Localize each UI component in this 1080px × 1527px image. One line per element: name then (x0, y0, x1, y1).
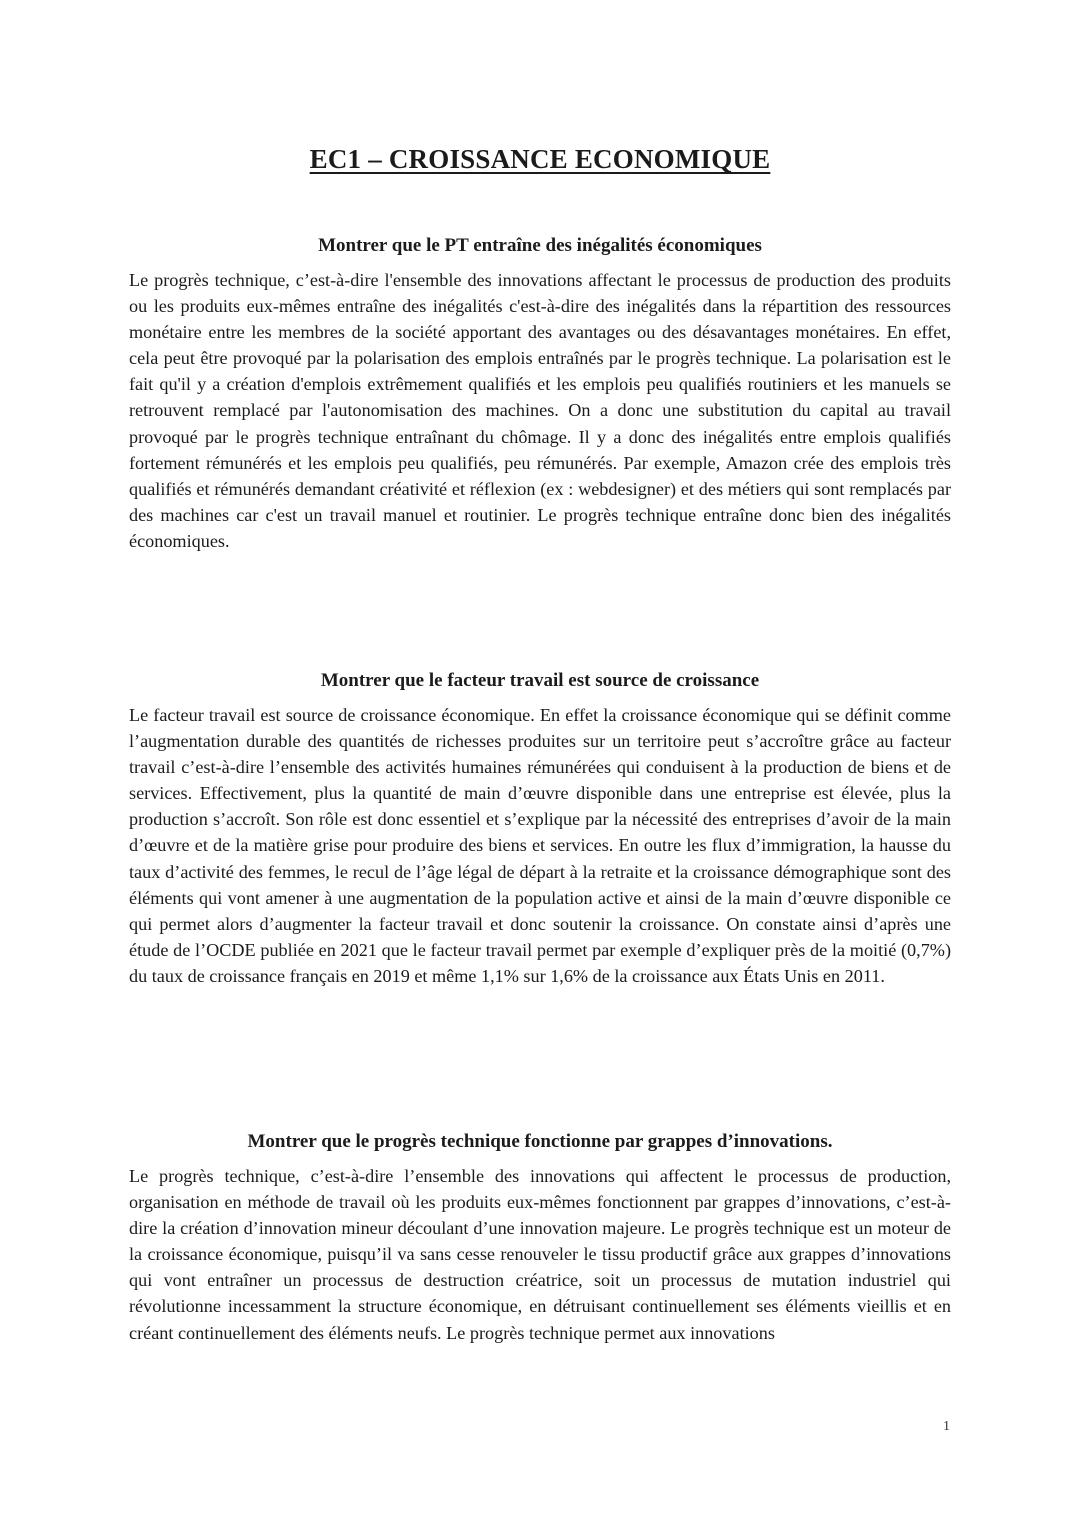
section-paragraph: Le facteur travail est source de croissance économique. En effet la croissance économique qui se définit comme l’augmentation durable des quantités de richesses produites sur un territoire peut s’accroître grâce au facteur travail c’est-à-dire l’ensemble des activités humaines rémunérées qui conduisent à la production de biens et de services. Effectivement, plus la quantité de main d’œuvre disponible dans une entreprise est élevée, plus la production s’accroît. Son rôle est donc essentiel et s’explique par la nécessité des entreprises d’avoir de la main d’œuvre et de la matière grise pour produire des biens et services. En outre les flux d’immigration, la hausse du taux d’activité des femmes, le recul de l’âge légal de départ à la retraite et la croissance démographique sont des éléments qui vont amener à une augmentation de la population active et ainsi de la main d’œuvre disponible ce qui permet alors d’augmenter la facteur travail et donc soutenir la croissance. On constate ainsi d’après une étude de l’OCDE publiée en 2021 que le facteur travail permet par exemple d’expliquer près de la moitié (0,7%) du taux de croissance français en 2019 et même 1,1% sur 1,6% de la croissance aux États Unis en 2011. (129, 705, 951, 986)
section-paragraph: Le progrès technique, c’est-à-dire l’ensemble des innovations qui affectent le processus de production, organisation en méthode de travail où les produits eux-mêmes fonctionnent par grappes d’innovations, c’est-à-dire la création d’innovation mineur découlant d’une innovation majeure. Le progrès technique est un moteur de la croissance économique, puisqu’il va sans cesse renouveler le tissu productif grâce aux grappes d’innovations qui vont entraîner un processus de destruction créatrice, soit un processus de mutation industriel qui révolutionne incessamment la structure économique, en détruisant continuellement ses éléments vieillis et en créant continuellement des éléments neufs. Le progrès technique permet aux innovations (129, 1166, 951, 1343)
page-number: 1 (943, 1419, 950, 1434)
section-paragraph: Le progrès technique, c’est-à-dire l'ensemble des innovations affectant le processus de production des produits ou les produits eux-mêmes entraîne des inégalités c'est-à-dire des inégalités dans la répartition des ressources monétaire entre les membres de la société apportant des avantages ou des désavantages monétaires. En effet, cela peut être provoqué par la polarisation des emplois entraînés par le progrès technique. La polarisation est le fait qu'il y a création d'emplois extrêmement qualifiés et les emplois peu qualifiés routiniers et les manuels se retrouvent remplacé par l'autonomisation des machines. On a donc une substitution du capital au travail provoqué par le progrès technique entraînant du chômage. Il y a donc des inégalités entre emplois qualifiés fortement rémunérés et les emplois peu qualifiés, peu rémunérés. Par exemple, Amazon crée des emplois très qualifiés et rémunérés demandant créativité et réflexion (ex : webdesigner) et des métiers qui sont remplacés par des machines car c'est un travail manuel et routinier. Le progrès technique entraîne donc bien des inégalités économiques. (129, 270, 951, 551)
section-inequalities (129, 233, 951, 554)
section-heading: Montrer que le PT entraîne des inégalités économiques (318, 235, 762, 256)
section-heading: Montrer que le facteur travail est source de croissance (320, 670, 760, 691)
section-labor-factor (129, 668, 951, 989)
section-innovation-clusters (129, 1129, 951, 1346)
document-title: EC1 – CROISSANCE ECONOMIQUE (309, 144, 771, 175)
section-heading: Montrer que le progrès technique fonctionne par grappes d’innovations. (247, 1131, 833, 1152)
